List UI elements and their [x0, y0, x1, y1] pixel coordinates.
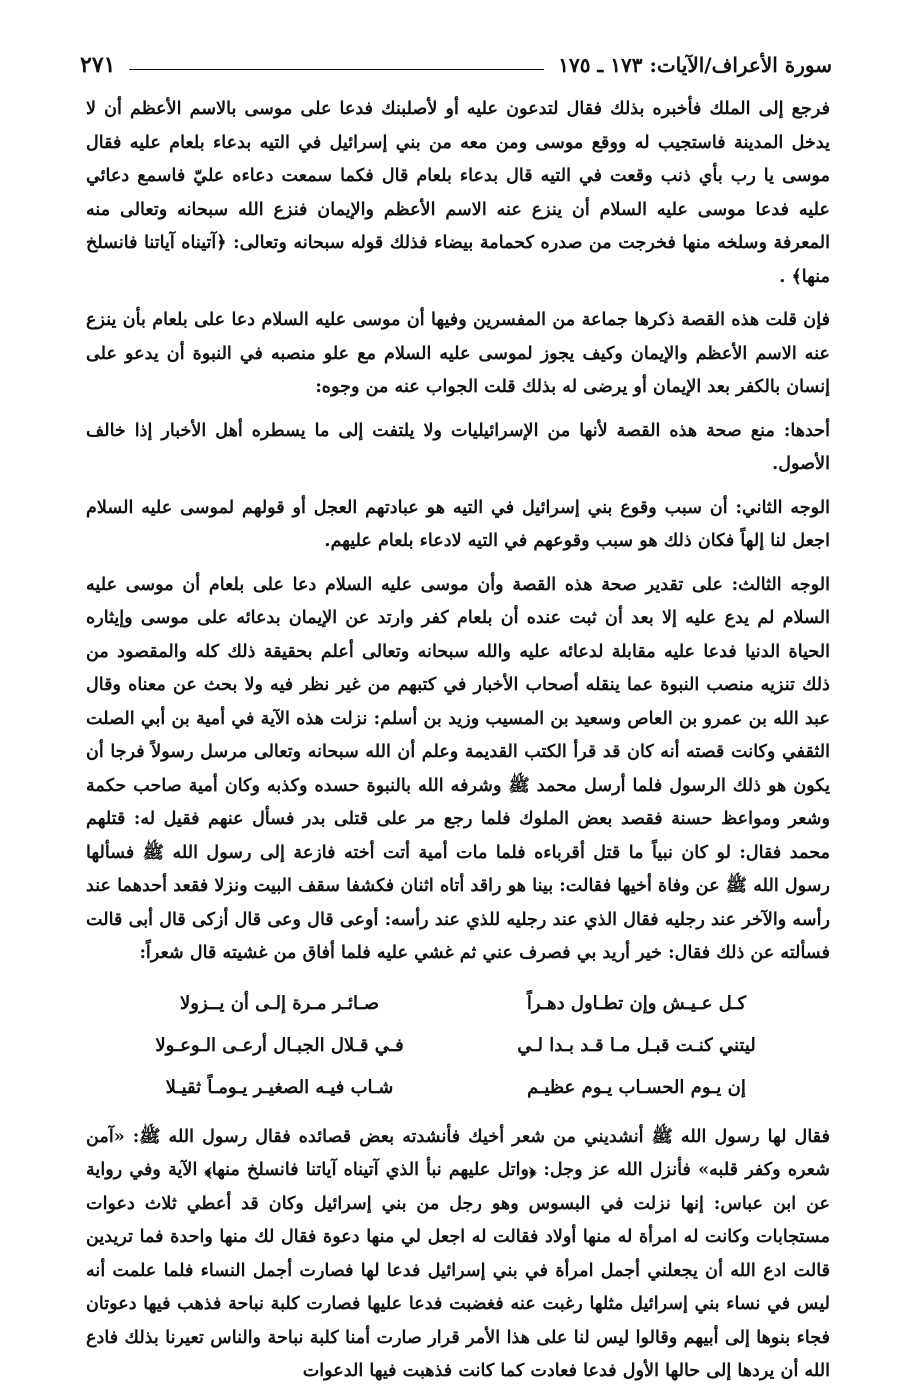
surah-title: سورة الأعراف/الآيات: ١٧٣ ـ ١٧٥: [558, 53, 832, 77]
poem-hemistich: فـي قـلال الجبـال أرعـى الـوعـولا: [155, 1034, 404, 1056]
paragraph: الوجه الثاني: أن سبب وقوع بني إسرائيل في التيه هو عبادتهم العجل أو قولهم لموسى عليه السلام اجعل لنا إلهاً فكان ذلك هو سبب وقوعهم في التيه لادعاء بلعام عليهم.: [86, 496, 830, 551]
running-header: [80, 48, 832, 82]
page-body: [86, 92, 830, 1394]
page-number: ٢٧١: [80, 52, 116, 78]
header-rule: [129, 69, 544, 70]
paragraph: فرجع إلى الملك فأخبره بذلك فقال لتدعون عليه أو لأصلبنك فدعا على موسى بالاسم الأعظم أن لا يدخل المدينة فاستجيب له ووقع موسى ومن معه من بني إسرائيل في التيه بدعاء بلعام عليه فقال موسى يا رب بأي ذنب وقعت في التيه قال بدعاء بلعام قال فكما سمعت دعاءه عليّ فاسمع دعائي عليه فدعا موسى عليه السلام أن ينزع عنه الاسم الأعظم والإيمان فنزع الله سبحانه وتعالى منه المعرفة وسلخه منها فخرجت من صدره كحمامة بيضاء فذلك قوله سبحانه وتعالى: ﴿آتيناه آياتنا فانسلخ منها﴾ .: [86, 98, 830, 287]
paragraph: أحدها: منع صحة هذه القصة لأنها من الإسرائيليات ولا يلتفت إلى ما يسطره أهل الأخبار إذا خالف الأصول.: [86, 419, 830, 474]
poem-hemistich: ليتني كنـت قبـل مـا قـد بـدا لـي: [517, 1034, 756, 1056]
poem: [126, 984, 790, 1108]
poem-hemistich: شـاب فيـه الصغيـر يـومـاً ثقيـلا: [165, 1076, 394, 1098]
paragraph: فقال لها رسول الله ﷺ أنشديني من شعر أخيك فأنشدته بعض قصائده فقال رسول الله ﷺ: «آمن شعره وكفر قلبه» فأنزل الله عز وجل: ﴿واتل عليهم نبأ الذي آتيناه آياتنا فانسلخ منها﴾ الآية وفي رواية عن ابن عباس: إنها نزلت في البسوس وهو رجل من بني إسرائيل وكان قد أعطي ثلاث دعوات مستجابات وكانت له امرأة له منها أولاد فقالت له اجعل لي منها دعوة فقال لك منها واحدة فما تريدين قالت ادع الله أن يجعلني أجمل امرأة في بني إسرائيل فدعا لها فصارت أجمل النساء فلما علمت أنه ليس في نساء بني إسرائيل مثلها رغبت عنه فغضبت فدعا عليها فصارت كلبة نباحة فذهب فيها دعوتان فجاء بنوها إلى أبيهم وقالوا ليس لنا على هذا الأمر قرار صارت أمنا كلبة نباحة والناس تعيرنا بذلك فادع الله أن يردها إلى حالها الأول فدعا فعادت كما كانت فذهبت فيها الدعوات: [86, 1125, 830, 1381]
poem-hemistich: كـل عـيـش وإن تطـاول دهـراً: [526, 992, 747, 1014]
paragraph: فإن قلت هذه القصة ذكرها جماعة من المفسرين وفيها أن موسى عليه السلام دعا على بلعام بأن ينزع عنه الاسم الأعظم والإيمان وكيف يجوز لموسى عليه السلام مع علو منصبه في النبوة أن يدعو على إنسان بالكفر بعد الإيمان أو يرضى له بذلك قلت الجواب عنه من وجوه:: [86, 309, 830, 397]
poem-hemistich: صـائـر مـرة إلـى أن يــزولا: [179, 992, 380, 1014]
paragraph: الوجه الثالث: على تقدير صحة هذه القصة وأن موسى عليه السلام دعا على بلعام أن موسى عليه السلام لم يدع عليه إلا بعد أن ثبت عنده أن بلعام كفر وارتد عن الإيمان بدعائه على موسى وإيثاره الحياة الدنيا فدعا عليه مقابلة لدعائه عليه والله سبحانه وتعالى أعلم بحقيقة ذلك كله والمقصود من ذلك تنزيه منصب النبوة عما ينقله أصحاب الأخبار في كتبهم من غير نظر فيه ولا بحث عن معناه وقال عبد الله بن عمرو بن العاص وسعيد بن المسيب وزيد بن أسلم: نزلت هذه الآية في أمية بن أبي الصلت الثقفي وكانت قصته أنه كان قد قرأ الكتب القديمة وعلم أن الله سبحانه وتعالى مرسل رسولاً فرجا أن يكون هو ذلك الرسول فلما أرسل محمد ﷺ وشرفه الله بالنبوة حسده وكذبه وكان أمية صاحب حكمة وشعر ومواعظ حسنة فقصد بعض الملوك فلما رجع مر على قتلى بدر فسأل عنهم فقيل له: قتلهم محمد فقال: لو كان نبياً ما قتل أقرباءه فلما مات أمية أتت أخته فازعة إلى رسول الله ﷺ فسألها رسول الله ﷺ عن وفاة أخيها فقالت: بينا هو راقد أتاه اثنان فكشفا سقف البيت ونزلا فقعد أحدهما عند رأسه والآخر عند رجليه فقال الذي عند رجليه للذي عند رأسه: أوعى قال وعى قال أزكى قال أبى قالت فسألته عن ذلك فقال: خير أريد بي فصرف عني ثم غشي عليه فلما أفاق من غشيته قال شعراً:: [86, 573, 830, 963]
poem-hemistich: إن يـوم الحسـاب يـوم عظيـم: [527, 1076, 746, 1098]
